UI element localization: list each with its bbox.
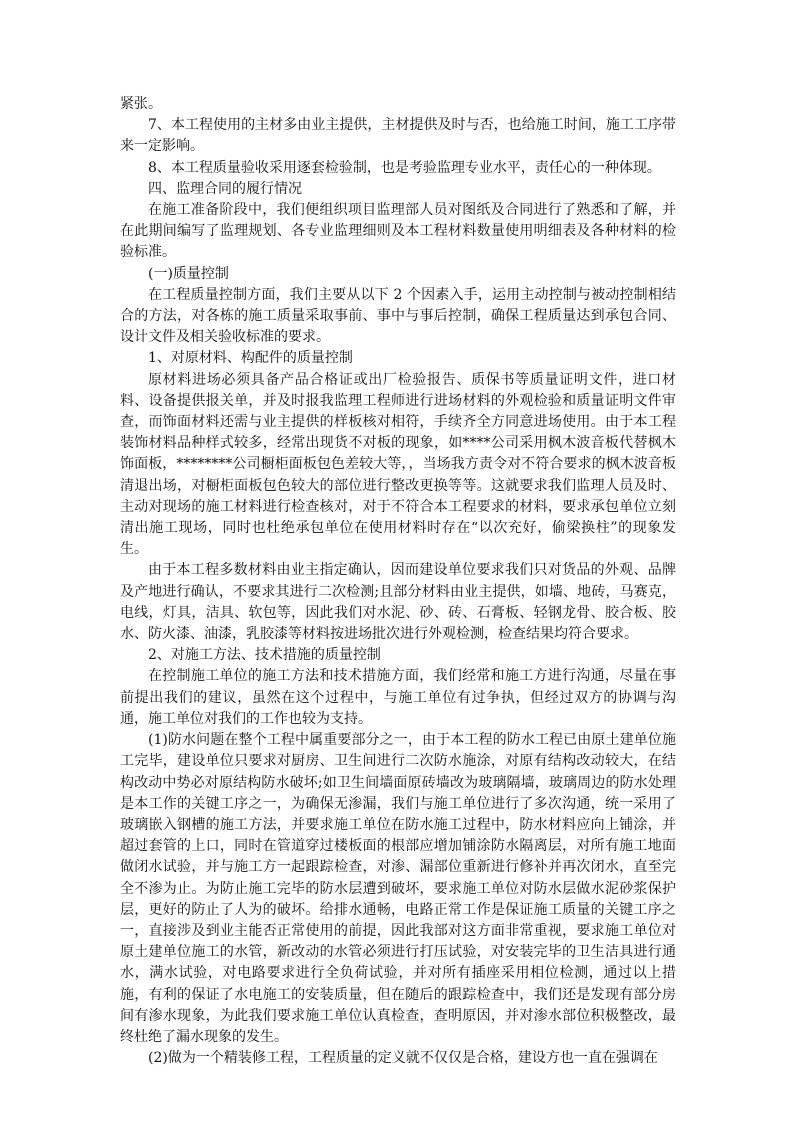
- paragraph-item-8: 8、本工程质量验收采用逐套检验制，也是考验监理专业水平，责任心的一种体现。: [148, 159, 661, 176]
- subsection-heading-quality-control: (一)质量控制: [148, 265, 229, 282]
- document-page: [120, 94, 676, 1069]
- paragraph-methods-communication: 在控制施工单位的施工方法和技术措施方面，我们经常和施工方进行沟通，尽量在事前提出我们的建议，虽然在这个过程中，与施工单位有过争执，但经过双方的协调与沟通，施工单位对我们的工作也较为支持。: [120, 668, 676, 727]
- paragraph-item-7: 7、本工程使用的主材多由业主提供，主材提供及时与否，也给施工时间，施工工序带来一定影响。: [120, 117, 676, 155]
- paragraph-continuation: 紧张。: [120, 96, 162, 112]
- paragraph-owner-supplied-materials: 由于本工程多数材料由业主指定确认，因而建设单位要求我们只对货品的外观、品牌及产地进行确认，不要求其进行二次检测;且部分材料由业主提供，如墙、地砖，马赛克，电线，灯具，洁具、软包等，因此我们对水泥、砂、砖、石膏板、轻钢龙骨、胶合板、胶水、防火漆、油漆，乳胶漆等材料按进场批次进行外观检测，检查结果均符合要求。: [120, 562, 676, 643]
- paragraph-waterproofing: (1)防水问题在整个工程中属重要部分之一，由于本工程的防水工程已由原土建单位施工完毕，建设单位只要求对厨房、卫生间进行二次防水施涂，对原有结构改动较大，在结构改动中势必对原结构防水破坏;如卫生间墙面原砖墙改为玻璃隔墙，玻璃周边的防水处理是本工作的关键工序之一，为确保无渗漏，我们与施工单位进行了多次沟通，统一采用了玻璃嵌入钢槽的施工方法，并要求施工单位在防水施工过程中，防水材料应向上铺涂，并超过套管的上口，同时在管道穿过楼板面的根部应增加铺涂防水隔离层，对所有施工地面做闭水试验，并与施工方一起跟踪检查，对渗、漏部位重新进行修补并再次闭水，直至完全不渗为止。为防止施工完毕的防水层遭到破坏，要求施工单位对防水层做水泥砂浆保护层，更好的防止了人为的破坏。给排水通畅，电路正常工作是保证施工质量的关键工序之一，直接涉及到业主能否正常使用的前提，因此我部对这方面非常重视，要求施工单位对原土建单位施工的水管，新改动的水管必须进行打压试验，对安装完毕的卫生洁具进行通水，满水试验，对电路要求进行全负荷试验，并对所有插座采用相位检测，通过以上措施，有利的保证了水电施工的安装质量，但在随后的跟踪检查中，我们还是发现有部分房间有渗水现象，为此我们要求施工单位认真检查，查明原因，并对渗水部位积极整改，最终杜绝了漏水现象的发生。: [120, 732, 676, 1045]
- section-heading-contract-performance: 四、监理合同的履行情况: [148, 180, 302, 197]
- paragraph-materials-inspection: 原材料进场必须具备产品合格证或出厂检验报告、质保书等质量证明文件，进口材料、设备提供报关单，并及时报我监理工程师进行进场材料的外观检验和质量证明文件审查，而饰面材料还需与业主提供的样板核对相符，手续齐全方同意进场使用。由于本工程装饰材料品种样式较多，经常出现货不对板的现象，如****公司采用枫木波音板代替枫木饰面板，********公司橱柜面板包色差较大等，，当场我方责令对不符合要求的枫木波音板清退出场，对橱柜面板包色较大的部位进行整改更换等等。这就要求我们监理人员及时、主动对现场的施工材料进行检查核对，对于不符合本工程要求的材料，要求承包单位立刻清出施工现场，同时也杜绝承包单位在使用材料时存在“以次充好，偷梁换柱”的现象发生。: [120, 371, 676, 558]
- heading-materials-quality: 1、对原材料、构配件的质量控制: [148, 350, 353, 367]
- heading-methods-quality: 2、对施工方法、技术措施的质量控制: [148, 647, 381, 664]
- paragraph-quality-control-intro: 在工程质量控制方面，我们主要从以下 2 个因素入手，运用主动控制与被动控制相结合的方法，对各栋的施工质量采取事前、事中与事后控制，确保工程质量达到承包合同、设计文件及相关验收标准的要求。: [120, 286, 676, 346]
- paragraph-preparation: 在施工准备阶段中，我们便组织项目监理部人员对图纸及合同进行了熟悉和了解，并在此期间编写了监理规划、各专业监理细则及本工程材料数量使用明细表及各种材料的检验标准。: [120, 202, 676, 261]
- paragraph-fine-decoration: (2)做为一个精装修工程，工程质量的定义就不仅仅是合格，建设方也一直在强调在: [148, 1050, 658, 1067]
